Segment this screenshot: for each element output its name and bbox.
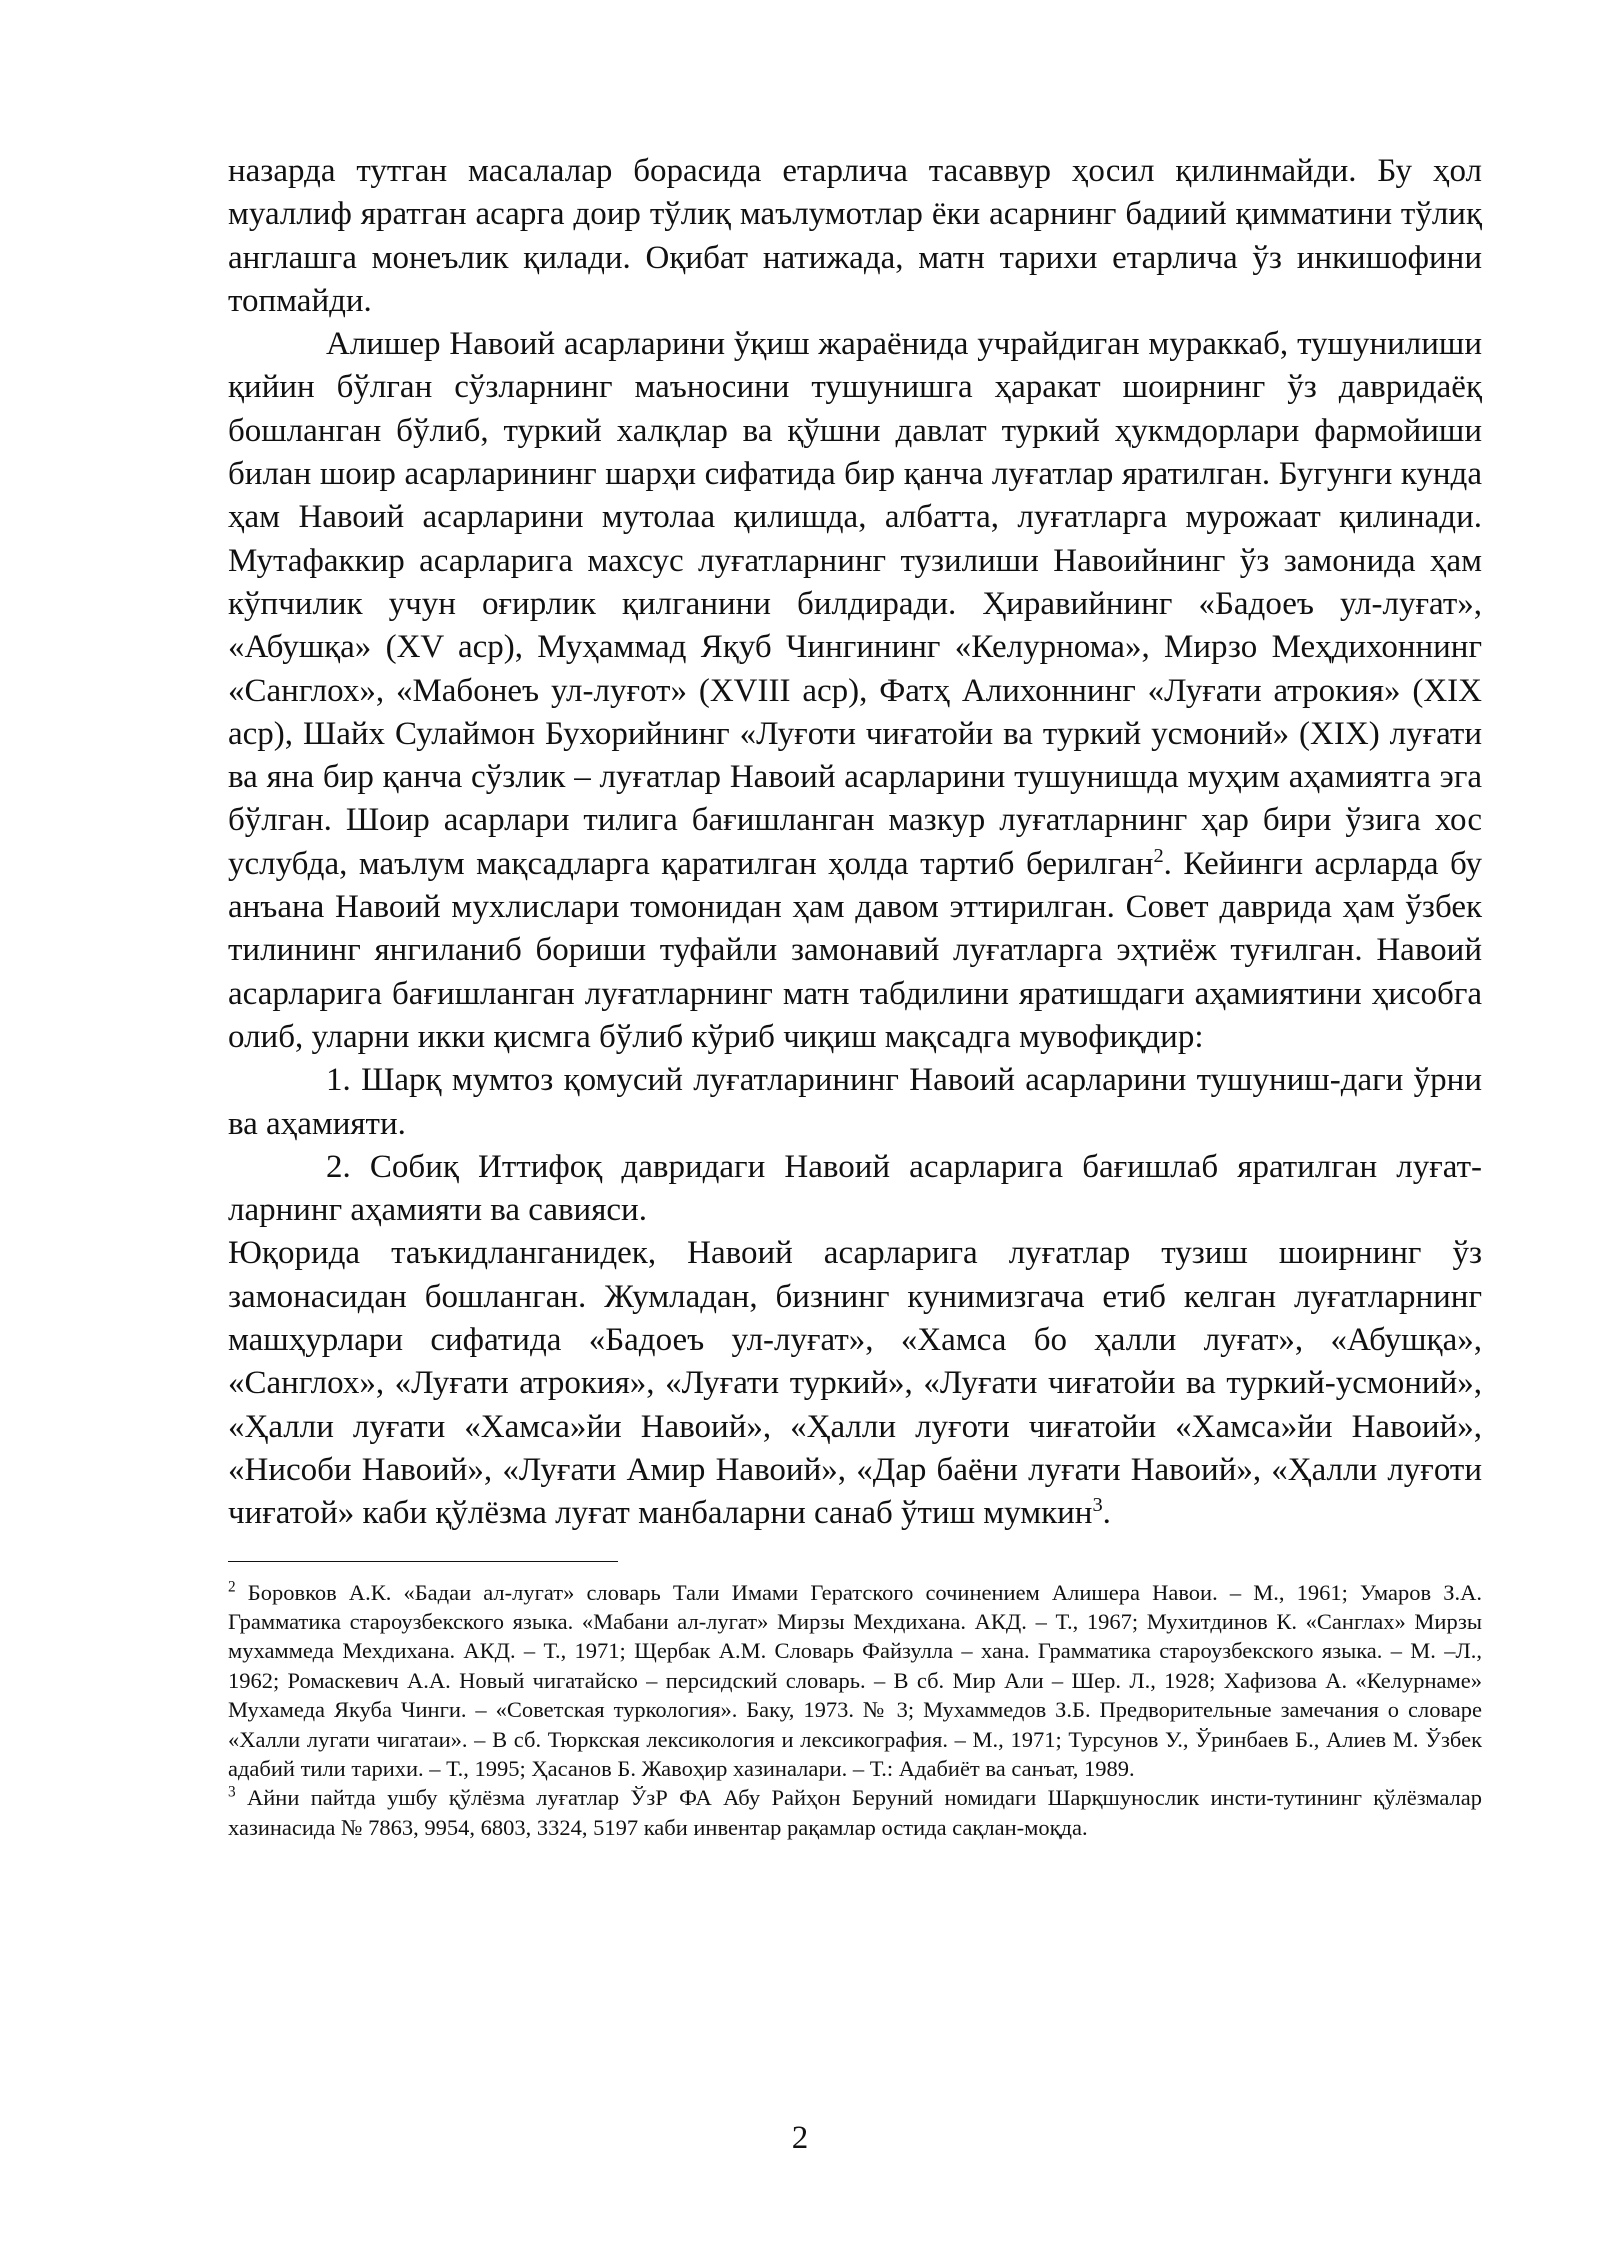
list-item-1: 1. Шарқ мумтоз қомусий луғатларининг Навоий асарларини тушуниш-даги ўрни ва аҳамияти. (228, 1062, 1482, 1142)
footnote-separator (228, 1561, 618, 1562)
footnote-ref-3[interactable]: 3 (1092, 1494, 1103, 1517)
paragraph-2 (228, 323, 1482, 1059)
footnote-3-text: Айни пайтда ушбу қўлёзма луғатлар ЎзР ФА Абу Райҳон Беруний номидаги Шарқшунослик инсти-тутининг қўлёзмалар хазинасида № 7863, 9954, 6803, 3324, 5197 каби инвентар рақамлар остида сақлан-моқда. (228, 1785, 1482, 1840)
page-number: 2 (791, 2120, 809, 2156)
footnote-2-mark: 2 (228, 1578, 236, 1595)
paragraph-3 (228, 1232, 1482, 1535)
paragraph-3-text: Юқорида таъкидланганидек, Навоий асарларига луғатлар тузиш шоирнинг ўз замонасидан бошланган. Жумладан, бизнинг кунимизгача етиб келган луғатларнинг машҳурлари сифатида «Бадоеъ ул-луғат», «Хамса бо ҳалли луғат», «Абушқа», «Санглох», «Луғати атрокия», «Луғати туркий», «Луғати чиғатойи ва туркий-усмоний», «Ҳалли луғати «Хамса»йи Навоий», «Ҳалли луғоти чиғатойи «Хамса»йи Навоий», «Нисоби Навоий», «Луғати Амир Навоий», «Дар баёни луғати Навоий», «Ҳалли луғоти чиғатой» каби қўлёзма луғат манбаларни санаб ўтиш мумкин (228, 1235, 1482, 1532)
footnote-3-mark: 3 (228, 1783, 236, 1801)
footnote-ref-2[interactable]: 2 (1153, 844, 1164, 867)
footnotes (228, 1578, 1482, 1843)
paragraph-2-text-b: . Кейинги асрларда бу анъана Навоий мухлислари томонидан ҳам давом эттирилган. Совет даврида ҳам ўзбек тилининг янгиланиб бориши туфайли замонавий луғатларга эҳтиёж туғилган. Навоий асарларига бағишланган луғатларнинг матн табдилини яратишдаги аҳамиятини ҳисобга олиб, уларни икки қисмга бўлиб кўриб чиқиш мақсадга мувофиқдир: (228, 845, 1483, 1055)
document-page (228, 150, 1482, 1842)
main-text (228, 150, 1482, 1536)
footnote-2 (228, 1578, 1482, 1784)
footnote-2-text: Боровков А.К. «Бадаи ал-лугат» словарь Тали Имами Гератского сочинением Алишера Навои. – М., 1961; Умаров З.А. Грамматика староузбекского языка. «Мабани ал-лугат» Мирзы Мехдихана. АКД. – Т., 1967; Мухитдинов К. «Санглах» Мирзы мухаммеда Мехдихана. АКД. – Т., 1971; Щербак А.М. Словарь Файзулла – хана. Грамматика староузбекского языка. – М. –Л., 1962; Ромаскевич А.А. Новый чигатайско – персидский словарь. – В сб. Мир Али – Шер. Л., 1928; Хафизова А. «Келурнаме» Мухамеда Якуба Чинги. – «Советская туркология». Баку, 1973. № 3; Мухаммедов З.Б. Предворительные замечания о словаре «Халли лугати чигатаи». – В сб. Тюркская лексикология и лексикография. – М., 1971; Турсунов У., Ўринбаев Б., Алиев М. Ўзбек адабий тили тарихи. – Т., 1995; Ҳасанов Б. Жавоҳир хазиналари. – Т.: Адабиёт ва санъат, 1989. (228, 1579, 1482, 1781)
footnote-3 (228, 1783, 1482, 1842)
paragraph-1: назарда тутган масалалар борасида етарлича тасаввур ҳосил қилинмайди. Бу ҳол муаллиф яратган асарга доир тўлиқ маълумотлар ёки асарнинг бадиий қимматини тўлиқ англашга монеълик қилади. Оқибат натижада, матн тарихи етарлича ўз инкишофини топмайди. (228, 153, 1482, 319)
paragraph-3-end: . (1102, 1495, 1111, 1532)
paragraph-2-text-a: Алишер Навоий асарларини ўқиш жараёнида учрайдиган мураккаб, тушунилиши қийин бўлган сўзларнинг маъносини тушунишга ҳаракат шоирнинг ўз давридаёқ бошланган бўлиб, туркий халқлар ва қўшни давлат туркий ҳукмдорлари фармойиши билан шоир асарларининг шарҳи сифатида бир қанча луғатлар яратилган. Бугунги кунда ҳам Навоий асарларини мутолаа қилишда, албатта, луғатларга мурожаат қилинади. Мутафаккир асарларига махсус луғатларнинг тузилиши Навоийнинг ўз замонида ҳам кўпчилик учун оғирлик қилганини билдиради. Ҳиравийнинг «Бадоеъ ул-луғат», «Абушқа» (XV аср), Муҳаммад Яқуб Чингининг «Келурнома», Мирзо Меҳдихоннинг «Санглох», «Мабонеъ ул-луғот» (XVIII аср), Фатҳ Алихоннинг «Луғати атрокия» (XIX аср), Шайх Сулаймон Бухорийнинг «Луғоти чиғатойи ва туркий усмоний» (XIX) луғати ва яна бир қанча сўзлик – луғатлар Навоий асарларини тушунишда муҳим аҳамиятга эга бўлган. Шоир асарлари тилига бағишланган мазкур луғатларнинг ҳар бири ўзига хос услубда, маълум мақсадларга қаратилган ҳолда тартиб берилган (228, 326, 1482, 882)
list-item-2: 2. Собиқ Иттифоқ давридаги Навоий асарларига бағишлаб яратилган луғат-ларнинг аҳамияти ва савияси. (228, 1148, 1482, 1229)
